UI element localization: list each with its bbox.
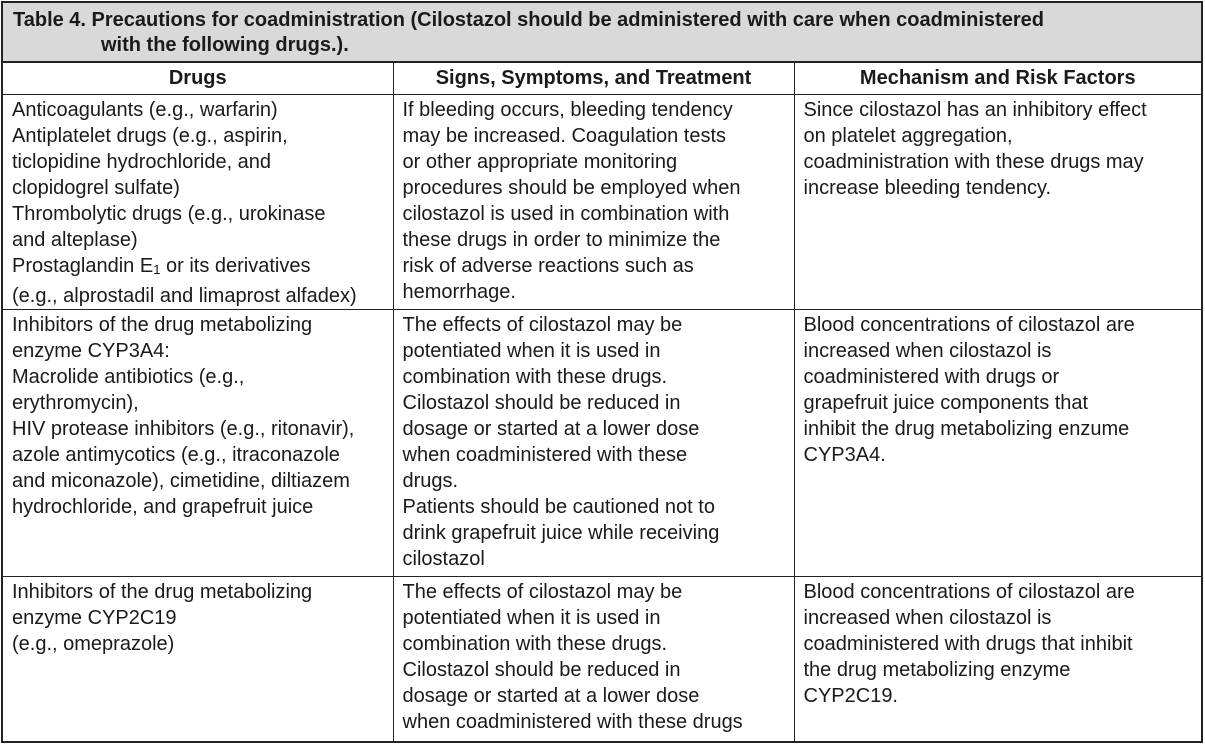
cell-line: hydrochloride, and grapefruit juice <box>12 496 314 518</box>
cell-line: on platelet aggregation, <box>803 125 1013 147</box>
header-signs: Signs, Symptoms, and Treatment <box>393 63 794 95</box>
cell-line: cilostazol is used in combination with <box>402 203 730 225</box>
cell-line: combination with these drugs. <box>402 633 668 655</box>
cell-line: hemorrhage. <box>402 281 516 303</box>
cell-line: enzyme CYP3A4: <box>12 340 170 362</box>
caption-line-2: with the following drugs.). <box>101 34 349 56</box>
cell-line: increased when cilostazol is <box>803 607 1052 629</box>
cell-text: or its derivatives <box>160 255 311 277</box>
precautions-table <box>1 1 1203 743</box>
drugs-cell <box>3 577 393 744</box>
cell-line: inhibit the drug metabolizing enzume <box>803 418 1130 440</box>
cell-line: coadministration with these drugs may <box>803 151 1144 173</box>
cell-line-prostaglandin <box>12 253 393 283</box>
cell-line: Antiplatelet drugs (e.g., aspirin, <box>12 125 288 147</box>
cell-line: The effects of cilostazol may be <box>402 581 683 603</box>
cell-line: azole antimycotics (e.g., itraconazole <box>12 444 340 466</box>
cell-line: risk of adverse reactions such as <box>402 255 694 277</box>
cell-line: Since cilostazol has an inhibitory effect <box>803 99 1147 121</box>
subscript: 1 <box>153 262 161 277</box>
cell-line: Inhibitors of the drug metabolizing <box>12 314 313 336</box>
header-drugs: Drugs <box>3 63 393 95</box>
table-row <box>3 310 1201 577</box>
cell-line: clopidogrel sulfate) <box>12 177 180 199</box>
cell-line: the drug metabolizing enzyme <box>803 659 1071 681</box>
cell-line: HIV protease inhibitors (e.g., ritonavir), <box>12 418 355 440</box>
caption-line-1: Table 4. Precautions for coadministration (Cilostazol should be administered with care when coadministered <box>13 9 1044 31</box>
cell-line: Anticoagulants (e.g., warfarin) <box>12 99 278 121</box>
cell-line: erythromycin), <box>12 392 139 414</box>
cell-line: may be increased. Coagulation tests <box>402 125 727 147</box>
cell-line: coadministered with drugs that inhibit <box>803 633 1133 655</box>
cell-line: drugs. <box>402 470 459 492</box>
cell-line: CYP3A4. <box>803 444 886 466</box>
cell-line: when coadministered with these drugs <box>402 711 743 733</box>
coadministration-table <box>3 63 1201 743</box>
cell-line: or other appropriate monitoring <box>402 151 678 173</box>
signs-cell <box>393 95 794 310</box>
cell-line: dosage or started at a lower dose <box>402 418 700 440</box>
header-mechanism: Mechanism and Risk Factors <box>794 63 1201 95</box>
drugs-cell <box>3 310 393 577</box>
header-row <box>3 63 1201 95</box>
cell-line: potentiated when it is used in <box>402 607 661 629</box>
table-row <box>3 95 1201 310</box>
cell-line: drink grapefruit juice while receiving <box>402 522 720 544</box>
signs-cell <box>393 310 794 577</box>
cell-line: cilostazol <box>402 548 485 570</box>
table-caption <box>3 3 1201 63</box>
cell-line: procedures should be employed when <box>402 177 741 199</box>
cell-line: and miconazole), cimetidine, diltiazem <box>12 470 350 492</box>
cell-line: grapefruit juice components that <box>803 392 1089 414</box>
cell-line: these drugs in order to minimize the <box>402 229 721 251</box>
cell-line: when coadministered with these <box>402 444 688 466</box>
cell-line: Patients should be cautioned not to <box>402 496 715 518</box>
cell-line: Blood concentrations of cilostazol are <box>803 581 1135 603</box>
table-row <box>3 577 1201 744</box>
drugs-cell <box>3 95 393 310</box>
cell-line: Inhibitors of the drug metabolizing <box>12 581 313 603</box>
cell-line: potentiated when it is used in <box>402 340 661 362</box>
signs-cell <box>393 577 794 744</box>
cell-text: Prostaglandin E <box>12 255 154 277</box>
cell-line: (e.g., alprostadil and limaprost alfadex) <box>12 285 357 307</box>
mechanism-cell <box>794 310 1201 577</box>
cell-line: and alteplase) <box>12 229 138 251</box>
cell-line: (e.g., omeprazole) <box>12 633 175 655</box>
cell-line: Cilostazol should be reduced in <box>402 392 681 414</box>
mechanism-cell <box>794 95 1201 310</box>
cell-line: If bleeding occurs, bleeding tendency <box>402 99 733 121</box>
cell-line: Cilostazol should be reduced in <box>402 659 681 681</box>
cell-line: dosage or started at a lower dose <box>402 685 700 707</box>
cell-line: enzyme CYP2C19 <box>12 607 177 629</box>
cell-line: The effects of cilostazol may be <box>402 314 683 336</box>
cell-line: combination with these drugs. <box>402 366 668 388</box>
cell-line: CYP2C19. <box>803 685 898 707</box>
cell-line: Blood concentrations of cilostazol are <box>803 314 1135 336</box>
cell-line: ticlopidine hydrochloride, and <box>12 151 272 173</box>
cell-line: increase bleeding tendency. <box>803 177 1052 199</box>
cell-line: increased when cilostazol is <box>803 340 1052 362</box>
cell-line: Thrombolytic drugs (e.g., urokinase <box>12 203 326 225</box>
mechanism-cell <box>794 577 1201 744</box>
cell-line: Macrolide antibiotics (e.g., <box>12 366 245 388</box>
cell-line: coadministered with drugs or <box>803 366 1060 388</box>
